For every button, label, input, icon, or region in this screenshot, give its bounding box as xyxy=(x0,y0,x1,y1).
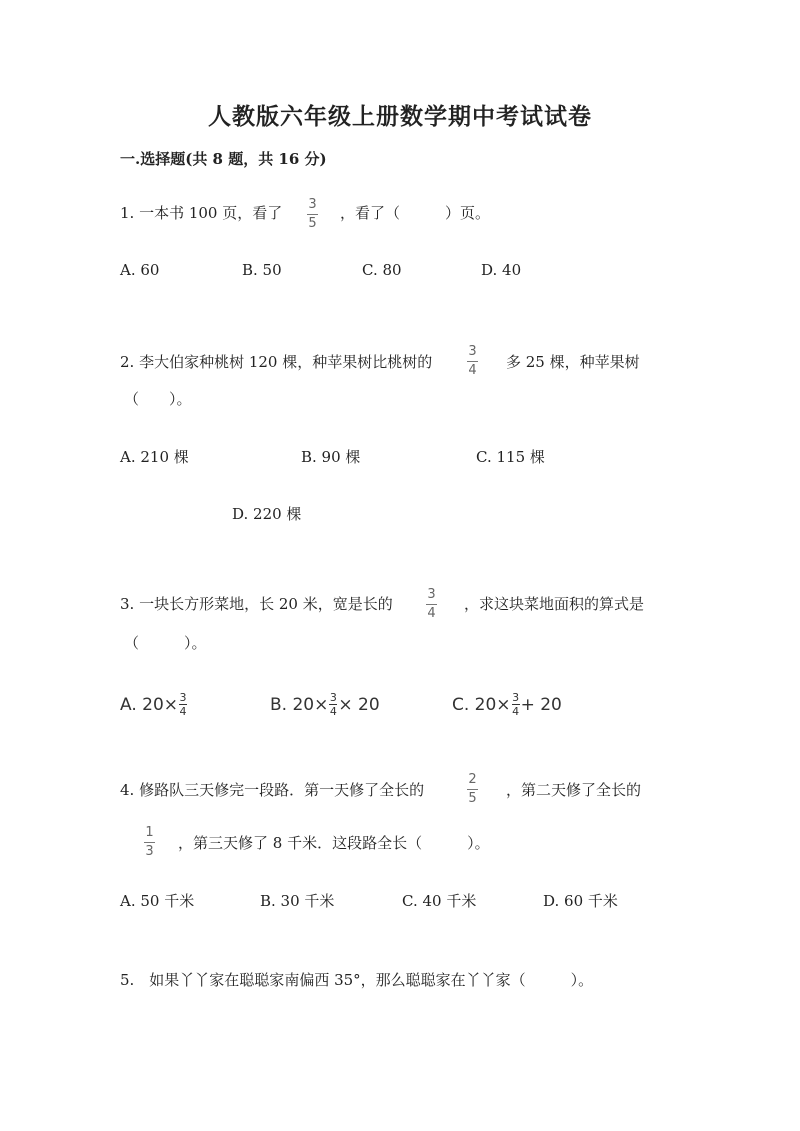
question-2-option-c: C. 115 棵 xyxy=(476,448,545,466)
option-prefix: A. 20× xyxy=(120,694,179,715)
question-4-text: 4. 修路队三天修完一段路．第一天修了全长的 xyxy=(120,781,425,799)
question-1-text: 1. 一本书 100 页，看了 xyxy=(120,204,283,222)
fraction-denominator: 4 xyxy=(329,705,337,718)
fraction-numerator: 3 xyxy=(427,587,436,602)
fraction-numerator: 3 xyxy=(468,344,477,359)
question-4-text-after: ，第二天修了全长的 xyxy=(506,781,642,799)
question-4-option-a: A. 50 千米 xyxy=(120,892,195,910)
fraction-numerator: 1 xyxy=(145,825,154,840)
question-3-text-after: ，求这块菜地面积的算式是 xyxy=(464,595,645,613)
question-1-fraction xyxy=(307,198,318,231)
question-1-option-a: A. 60 xyxy=(120,261,160,279)
option-suffix: + 20 xyxy=(520,694,562,715)
question-2-option-b: B. 90 棵 xyxy=(301,448,361,466)
question-2-option-a: A. 210 棵 xyxy=(120,448,189,466)
option-fraction xyxy=(329,692,337,717)
fraction-numerator: 3 xyxy=(308,197,317,212)
fraction-denominator: 5 xyxy=(308,216,317,231)
question-3-line2: （ ）。 xyxy=(124,634,207,652)
fraction-bar xyxy=(426,604,437,605)
question-3-option-a xyxy=(120,692,188,717)
question-2-line2: （ ）。 xyxy=(124,390,192,408)
section-heading: 一.选择题(共 8 题，共 16 分) xyxy=(120,150,327,168)
question-3-option-b xyxy=(270,692,380,717)
option-prefix: B. 20× xyxy=(270,694,329,715)
fraction-numerator: 3 xyxy=(179,691,187,704)
option-prefix: C. 20× xyxy=(452,694,511,715)
question-2-text: 2. 李大伯家种桃树 120 棵，种苹果树比桃树的 xyxy=(120,353,433,371)
fraction-denominator: 5 xyxy=(468,791,477,806)
fraction-denominator: 4 xyxy=(468,363,477,378)
question-4-option-d: D. 60 千米 xyxy=(543,892,618,910)
question-1-text-after: ，看了（ ）页。 xyxy=(340,204,491,222)
fraction-bar xyxy=(467,361,478,362)
page-title: 人教版六年级上册数学期中考试试卷 xyxy=(208,103,592,130)
question-4-line2: ，第三天修了 8 千米．这段路全长（ ）。 xyxy=(178,834,490,852)
fraction-numerator: 3 xyxy=(329,691,337,704)
fraction-numerator: 2 xyxy=(468,772,477,787)
fraction-bar xyxy=(307,214,318,215)
question-3-text: 3. 一块长方形菜地，长 20 米，宽是长的 xyxy=(120,595,393,613)
fraction-denominator: 4 xyxy=(179,705,187,718)
fraction-denominator: 4 xyxy=(512,705,520,718)
fraction-denominator: 4 xyxy=(427,606,436,621)
question-2-fraction xyxy=(467,345,478,378)
question-4-option-b: B. 30 千米 xyxy=(260,892,335,910)
question-5-text: 5. 如果丫丫家在聪聪家南偏西 35°，那么聪聪家在丫丫家（ ）。 xyxy=(120,971,594,989)
question-1-option-c: C. 80 xyxy=(362,261,402,279)
fraction-denominator: 3 xyxy=(145,844,154,859)
fraction-bar xyxy=(467,789,478,790)
question-1-option-d: D. 40 xyxy=(481,261,522,279)
question-4-option-c: C. 40 千米 xyxy=(402,892,477,910)
question-4-fraction xyxy=(467,773,478,806)
fraction-bar xyxy=(144,842,155,843)
question-1-option-b: B. 50 xyxy=(242,261,282,279)
question-2-option-d: D. 220 棵 xyxy=(232,505,302,523)
question-3-option-c xyxy=(452,692,562,717)
fraction-numerator: 3 xyxy=(512,691,520,704)
question-4-fraction-2 xyxy=(144,826,155,859)
question-3-fraction xyxy=(426,588,437,621)
question-2-text-after: 多 25 棵，种苹果树 xyxy=(506,353,640,371)
option-suffix: × 20 xyxy=(338,694,380,715)
option-fraction xyxy=(512,692,520,717)
option-fraction xyxy=(179,692,187,717)
